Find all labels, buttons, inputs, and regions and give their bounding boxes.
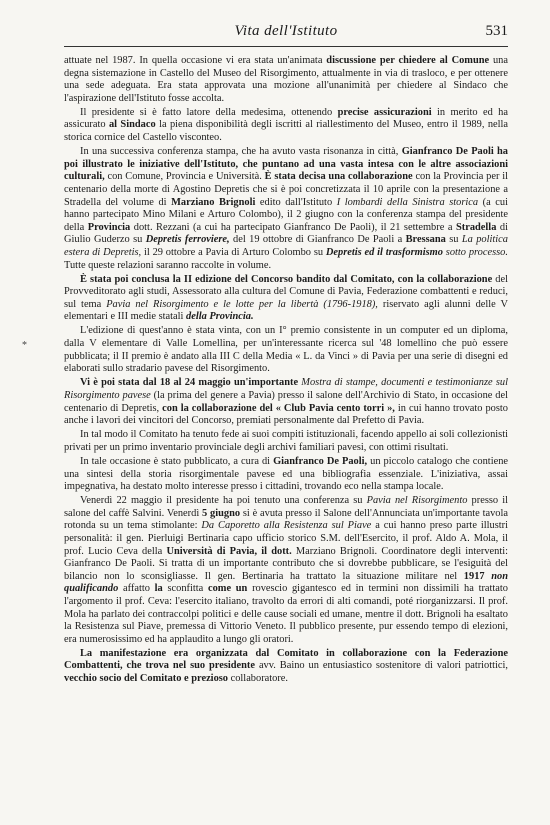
paragraph: [64, 377, 508, 427]
text-run: una degna sistemazione in Castello del Museo del Risorgimento, attualmente in via di trasloco, e per ottenere una sede adeguata. Era stata approvata una mozione all'unanimità per chiedere al Sindaco che l'aspirazione dell'Istituto fosse accolta.: [64, 55, 508, 104]
page-header: [64, 22, 508, 47]
text-run: in cui hanno trovato posto anche i lavori dei vincitori del Concorso, premiati personalmente dal Prefetto di Pavia.: [64, 402, 508, 427]
text-run: Pavia nel Risorgimento: [366, 495, 468, 507]
text-run: Da Caporetto alla Resistenza sul Piave: [201, 520, 372, 532]
paragraph: [64, 55, 508, 105]
text-run: con la collaborazione del « Club Pavia cento torri »,: [162, 402, 395, 414]
text-run: un piccolo catalogo che contiene una sintesi della storia risorgimentale pavese ed una bibliografia essenziale. L'iniziativa, assai impegnativa, ha destato molto interesse presso i cittadini, trovando eco nella stampa locale.: [64, 455, 509, 493]
text-run: 1917: [463, 570, 485, 582]
paragraph: [64, 648, 508, 686]
text-run: avv. Baino un entusiastico sostenitore di valori patriottici,: [255, 660, 509, 672]
running-title: Vita dell'Istituto: [234, 23, 338, 39]
text-run: Marziano Brignoli. Coordinatore degli interventi: Gianfranco De Paoli. Si tratta di un importante contributo che si dovrebbe pubblicare, se l'esiguità del bilancio non lo sconsigliasse. Il gen. Bertinaria ha trattato la situazione militare nel: [64, 545, 509, 582]
text-run: Bressana: [405, 234, 446, 246]
text-run: Vi è poi stata dal 18 al 24 maggio un'importante: [80, 377, 302, 389]
body-text: [64, 55, 508, 686]
text-run: con Comune, Provincia e Università.: [104, 171, 265, 183]
text-run: La politica estera di Depretis,: [64, 234, 508, 258]
text-run: Università di Pavia, il dott.: [166, 545, 292, 557]
paragraph: [64, 495, 508, 646]
text-run: la piena disponibilità degli iscritti al riallestimento del Museo, entro il 1989, nella storica cornice del Castello visconteo.: [64, 119, 509, 144]
text-run: Marziano Brignoli: [171, 196, 256, 208]
text-run: Il presidente si è fatto latore della medesima, ottenendo: [80, 106, 338, 118]
text-run: Provincia: [87, 221, 131, 233]
text-run: Tutte queste relazioni saranno raccolte in volume.: [64, 259, 272, 271]
paragraph: [64, 325, 508, 375]
text-run: la: [154, 583, 163, 595]
text-run: al Sindaco: [108, 119, 156, 131]
text-run: Venerdì 22 maggio il presidente ha poi tenuto una conferenza su: [80, 495, 367, 507]
text-run: Mostra di stampe, documenti e testimonianze sul Risorgimento pavese: [64, 377, 508, 401]
text-run: del 19 ottobre di Gianfranco De Paoli a: [229, 234, 406, 246]
text-run: Depretis ferroviere,: [145, 234, 230, 246]
text-run: Pavia nel Risorgimento e le lotte per la libertà (1796-1918),: [106, 298, 378, 310]
text-run: Gianfranco De Paoli,: [273, 455, 368, 467]
text-run: non qualificando: [64, 570, 508, 595]
text-run: di Giulio Guderzo su: [64, 221, 508, 246]
paragraph: [64, 146, 508, 272]
paragraph: [64, 274, 508, 324]
text-run: 5 giugno: [202, 507, 241, 519]
text-run: (a cui hanno partecipato Mino Milani e Arturo Colombo), il 2 giugno con la conferenza stampa del presidente della: [64, 196, 508, 233]
text-run: con la Provincia per il centenario della morte di Agostino Depretis che si è poi concretizzata il 10 aprile con la presentazione a Stradella del volume di: [64, 171, 508, 208]
text-run: discussione per chiedere al Comune: [326, 55, 490, 66]
text-run: sotto processo.: [445, 246, 508, 258]
text-run: su: [445, 234, 462, 246]
text-run: in merito ed ha assicurato: [64, 106, 508, 131]
text-run: In una successiva conferenza stampa, che ha avuto vasta risonanza in città,: [80, 146, 402, 158]
text-run: sconfitta: [162, 583, 208, 595]
text-run: della Provincia.: [186, 311, 254, 323]
text-run: (la prima del genere a Pavia) presso il salone dell'Archivio di Stato, in occasione del centenario di Depretis,: [64, 389, 508, 414]
paragraph: [64, 107, 508, 145]
text-run: rovescio gigantesco ed in termini non dissimili ha trattato l'argomento il prof. Ceva: l'esercito italiano, travolto da errori di alti comandi, poté riorganizzarsi. Il prof. Mola ha parlato dei contraccolpi politici e delle cause sociali ed umane, mentre il dott. Brignoli ha esaltato la Resistenza sul Piave, premessa di Vittorio Veneto. Il pubblico presente, pur essendo tempo di elezioni, era numerosissimo ed ha applaudito a lungo gli oratori.: [64, 583, 508, 645]
text-run: affatto: [118, 583, 155, 595]
text-run: vecchio socio del Comitato e prezioso: [64, 673, 229, 684]
text-run: come un: [207, 583, 248, 595]
text-run: In tale occasione è stato pubblicato, a cura di: [80, 455, 274, 467]
page-number: 531: [485, 23, 508, 39]
paragraph: [64, 429, 508, 454]
text-run: collaboratore.: [228, 673, 289, 684]
text-run: del Provveditorato agli studi, Assessorato alla cultura del Comune di Pavia, Federazione combattenti e reduci, sul tema: [64, 273, 508, 310]
text-run: La manifestazione era organizzata dal Comitato in collaborazione con la Federazione Combattenti, che trova nel suo presidente: [64, 647, 508, 672]
text-run: dott. Rezzani (a cui ha partecipato Gianfranco De Paoli), il 21 settembre a: [130, 221, 456, 233]
text-run: a cui hanno preso parte illustri personalità: il gen. Pierluigi Bertinaria capo ufficio storico S.M. dell'Esercito, il prof. Aldo A. Mola, il prof. Lucio Ceva della: [64, 520, 508, 557]
text-run: L'edizione di quest'anno è stata vinta, con un I° premio consistente in un computer ed un diploma, dalla V elementare di Valle Lomellina, per un'interessante ricerca sul '48 lomellino che può essere pubblicata; il II premio è andato alla III C della Media « L. da Vinci » di Pavia per una serie di disegni ed elaborati sullo stradario pavese del Risorgimento.: [64, 325, 508, 375]
text-run: Depretis ed il trasformismo: [325, 246, 443, 258]
paragraph: [64, 456, 508, 494]
text-run: È stata decisa una collaborazione: [264, 171, 413, 183]
margin-mark: *: [22, 340, 27, 351]
text-run: È stata poi conclusa la II edizione del Concorso bandito dal Comitato, con la collaborazione: [80, 273, 493, 285]
text-run: attuate nel 1987. In quella occasione vi era stata un'animata: [64, 55, 327, 66]
text-run: edito dall'Istituto: [255, 196, 337, 208]
text-run: presso il salone del caffè Salvini. Venerdì: [64, 495, 509, 519]
text-run: Gianfranco De Paoli ha poi illustrato le iniziative dell'Istituto, che puntano ad una vasta intesa con le altre associazioni culturali,: [64, 146, 508, 183]
text-run: il 29 ottobre a Pavia di Arturo Colombo su: [141, 246, 326, 258]
text-run: si è avuta presso il Salone dell'Annunciata un'importante tavola rotonda su un tema stimolante:: [64, 507, 508, 532]
text-run: Stradella: [455, 221, 497, 233]
text-run: riservato agli alunni delle V elementari e III medie statali: [64, 298, 509, 323]
text-run: precise assicurazioni: [337, 106, 432, 118]
text-run: I lombardi della Sinistra storica: [336, 196, 479, 208]
text-run: In tal modo il Comitato ha tenuto fede ai suoi compiti istituzionali, facendo appello ai soli collezionisti privati per un primo inventario provinciale degli archivi familiari pavesi, con ottimi risultati.: [64, 429, 508, 453]
